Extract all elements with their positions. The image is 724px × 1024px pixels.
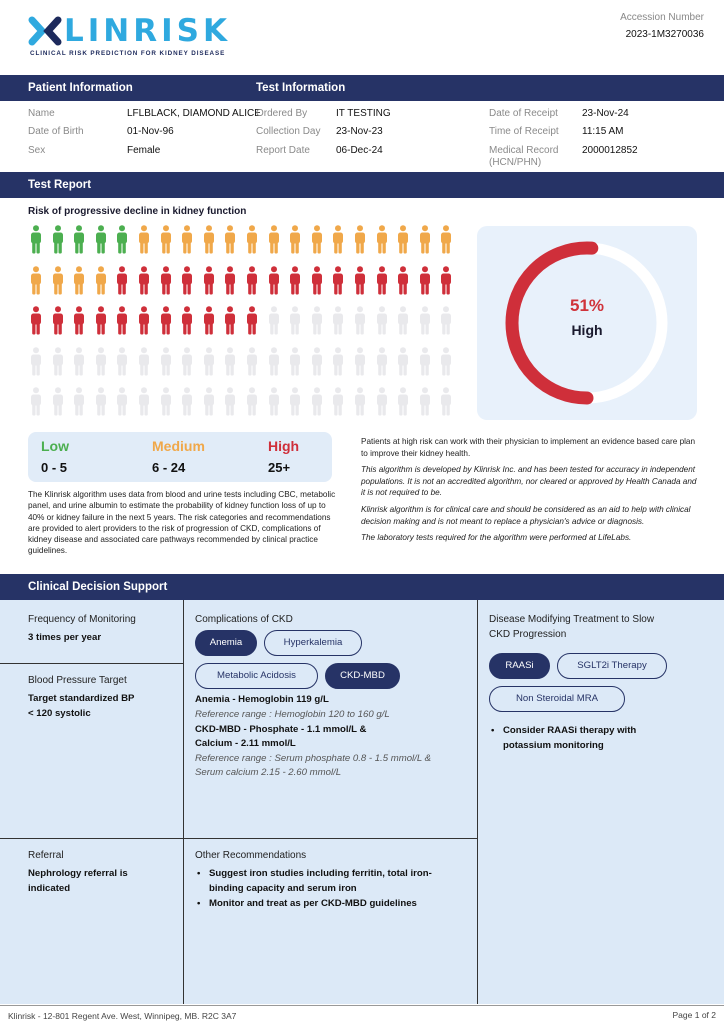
person-icon — [73, 387, 85, 416]
person-icon — [289, 266, 301, 295]
person-icon — [289, 225, 301, 254]
person-icon — [224, 347, 236, 376]
person-icon — [160, 306, 172, 335]
person-icon — [73, 266, 85, 295]
person-icon — [397, 387, 409, 416]
receipt-date: 23-Nov-24 — [582, 108, 629, 119]
person-icon — [332, 266, 344, 295]
risk-percent: 51% — [569, 296, 605, 315]
person-icon — [268, 266, 280, 295]
logo-tagline: CLINICAL RISK PREDICTION FOR KIDNEY DISEASE — [30, 50, 226, 57]
bp-title: Blood Pressure Target — [28, 675, 127, 686]
ordered-by: IT TESTING — [336, 108, 391, 119]
person-icon — [116, 225, 128, 254]
person-icon — [268, 347, 280, 376]
person-icon — [376, 266, 388, 295]
report-notes — [361, 436, 701, 549]
person-icon — [289, 306, 301, 335]
person-icon — [30, 266, 42, 295]
legend-medium-label: Medium — [152, 438, 205, 454]
receipt-time-label: Time of Receipt — [489, 126, 559, 137]
risk-gauge-card — [477, 226, 697, 420]
legend-medium-range: 6 - 24 — [152, 460, 186, 475]
person-icon — [73, 306, 85, 335]
person-icon — [289, 347, 301, 376]
footer-divider — [0, 1005, 724, 1006]
person-icon — [73, 225, 85, 254]
person-icon — [332, 306, 344, 335]
person-icon — [332, 347, 344, 376]
person-icon — [397, 225, 409, 254]
person-icon — [440, 225, 452, 254]
person-icon — [160, 347, 172, 376]
person-icon — [311, 266, 323, 295]
person-icon — [160, 266, 172, 295]
person-icon — [203, 306, 215, 335]
treatment-bullet-line1: Consider RAASi therapy with — [503, 725, 637, 736]
note-accreditation: This algorithm is developed by Klinrisk Inc. and has been tested for accuracy in independent populations. It is not an accredited algorithm, nor cleared or approved by Health Canada and it is not required to be. — [361, 465, 697, 498]
treatment-bullets — [489, 723, 636, 753]
pill-metabolic-acidosis: Metabolic Acidosis — [195, 663, 318, 689]
person-icon — [203, 387, 215, 416]
logo-x-icon — [28, 14, 62, 48]
anemia-result: Anemia - Hemoglobin 119 g/L — [195, 694, 329, 705]
person-icon — [311, 387, 323, 416]
person-icon — [95, 225, 107, 254]
receipt-date-label: Date of Receipt — [489, 108, 558, 119]
person-icon — [397, 306, 409, 335]
person-icon — [440, 347, 452, 376]
person-icon — [440, 266, 452, 295]
pill-ckd-mbd: CKD-MBD — [325, 663, 400, 689]
person-icon — [138, 266, 150, 295]
person-icon — [376, 347, 388, 376]
frequency-value: 3 times per year — [28, 632, 102, 643]
other-rec-iron — [195, 866, 432, 896]
person-icon — [397, 347, 409, 376]
report-header — [0, 0, 724, 74]
person-icon — [138, 225, 150, 254]
bp-value-2: < 120 systolic — [28, 708, 91, 719]
algorithm-description: The Klinrisk algorithm uses data from blood and urine tests including CBC, metabolic panel, and urine albumin to estimate the probability of kidney function loss of up to 40% or kidney failure in the next 5 years. The risk categories and recommendations are provided to alert providers to the risk of progression of CKD, complications of kidney disease and associated care pathways recommended by clinical practice guidelines. — [28, 490, 336, 556]
note-lab: The laboratory tests required for the algorithm were performed at LifeLabs. — [361, 533, 632, 543]
anemia-reference: Reference range : Hemoglobin 120 to 160 g/L — [195, 709, 390, 720]
person-icon — [289, 387, 301, 416]
person-icon — [160, 225, 172, 254]
person-icon — [246, 387, 258, 416]
person-icon — [246, 266, 258, 295]
info-header-band — [0, 75, 724, 101]
patient-name: LFLBLACK, DIAMOND ALICE — [127, 108, 261, 119]
test-report-heading: Test Report — [28, 179, 92, 191]
person-icon — [95, 306, 107, 335]
person-icon — [419, 387, 431, 416]
accession-block — [620, 12, 704, 40]
treatment-title-2: CKD Progression — [489, 629, 567, 640]
person-icon — [224, 387, 236, 416]
person-icon — [376, 225, 388, 254]
person-icon — [268, 387, 280, 416]
person-icon — [419, 347, 431, 376]
person-icon — [116, 306, 128, 335]
person-icon — [332, 387, 344, 416]
person-icon — [376, 306, 388, 335]
person-icon — [354, 387, 366, 416]
person-icon — [246, 347, 258, 376]
person-icon — [138, 387, 150, 416]
person-icon — [116, 266, 128, 295]
legend-low-label: Low — [41, 438, 69, 454]
treatment-bullet — [489, 723, 636, 753]
cds-heading: Clinical Decision Support — [28, 581, 168, 593]
medical-record-number: 2000012852 — [582, 145, 638, 156]
report-date-label: Report Date — [256, 145, 310, 156]
accession-number: 2023-1M3270036 — [625, 29, 704, 40]
mbd-reference-2: Serum calcium 2.15 - 2.60 mmol/L — [195, 767, 342, 778]
report-date: 06-Dec-24 — [336, 145, 383, 156]
legend-low-range: 0 - 5 — [41, 460, 68, 475]
person-icon — [52, 225, 64, 254]
ordered-by-label: Ordered By — [256, 108, 308, 119]
person-icon — [203, 266, 215, 295]
person-icon — [203, 225, 215, 254]
person-icon — [224, 306, 236, 335]
pill-sglt2i: SGLT2i Therapy — [557, 653, 667, 679]
footer-address: Klinrisk - 12-801 Regent Ave. West, Winnipeg, MB. R2C 3A7 — [8, 1011, 237, 1021]
person-icon — [311, 225, 323, 254]
person-icon — [138, 306, 150, 335]
person-icon — [397, 266, 409, 295]
person-icon — [95, 347, 107, 376]
person-icon — [224, 266, 236, 295]
pill-hyperkalemia: Hyperkalemia — [264, 630, 362, 656]
person-icon — [246, 225, 258, 254]
person-icon — [440, 306, 452, 335]
legend-high-range: 25+ — [268, 460, 291, 475]
treatment-title-1: Disease Modifying Treatment to Slow — [489, 614, 655, 625]
person-icon — [181, 225, 193, 254]
other-rec-iron-line2: binding capacity and serum iron — [209, 883, 357, 894]
treatment-bullet-line2: potassium monitoring — [503, 740, 604, 751]
person-icon — [354, 347, 366, 376]
person-icon — [181, 347, 193, 376]
other-recs-title: Other Recommendations — [195, 850, 307, 861]
accession-label: Accession Number — [620, 12, 704, 23]
referral-value-1: Nephrology referral is — [28, 868, 128, 879]
risk-legend — [28, 432, 332, 482]
person-icon — [95, 387, 107, 416]
mbd-result-2: Calcium - 2.11 mmol/L — [195, 738, 296, 749]
risk-title: Risk of progressive decline in kidney function — [28, 206, 247, 217]
pill-anemia: Anemia — [195, 630, 257, 656]
referral-title: Referral — [28, 850, 64, 861]
person-icon — [138, 347, 150, 376]
person-icon — [354, 225, 366, 254]
legend-high-label: High — [268, 438, 300, 454]
person-icon — [203, 347, 215, 376]
person-icon — [30, 387, 42, 416]
other-rec-iron-line1: Suggest iron studies including ferritin, total iron- — [209, 868, 432, 879]
person-icon — [52, 347, 64, 376]
other-rec-mbd — [195, 896, 432, 911]
person-icon — [419, 306, 431, 335]
person-icon — [354, 266, 366, 295]
person-icon — [73, 347, 85, 376]
other-rec-mbd-text: Monitor and treat as per CKD-MBD guidelines — [209, 898, 417, 909]
note-care-plan: Patients at high risk can work with their physician to implement an evidence based care plan to improve their kidney health. — [361, 437, 696, 458]
test-report-band — [0, 172, 724, 198]
person-icon — [268, 306, 280, 335]
person-icon — [116, 387, 128, 416]
receipt-time: 11:15 AM — [582, 126, 624, 137]
person-icon — [246, 306, 258, 335]
person-icon — [52, 266, 64, 295]
bp-value-1: Target standardized BP — [28, 693, 135, 704]
person-icon — [224, 225, 236, 254]
person-icon — [332, 225, 344, 254]
cds-band — [0, 574, 724, 600]
cds-divider-2 — [477, 600, 478, 1004]
person-icon — [52, 387, 64, 416]
person-icon — [95, 266, 107, 295]
other-recs-list — [195, 866, 432, 911]
person-icon — [160, 387, 172, 416]
mbd-result-1: CKD-MBD - Phosphate - 1.1 mmol/L & — [195, 724, 367, 735]
mbd-reference-1: Reference range : Serum phosphate 0.8 - 1.5 mmol/L & — [195, 753, 432, 764]
pill-raasi: RAASi — [489, 653, 550, 679]
collection-label: Collection Day — [256, 126, 321, 137]
patient-sex: Female — [127, 145, 161, 156]
person-icon — [30, 225, 42, 254]
person-icon — [30, 347, 42, 376]
person-icon — [268, 225, 280, 254]
info-grid — [0, 102, 724, 170]
person-icon — [311, 347, 323, 376]
risk-pictogram — [30, 225, 470, 420]
frequency-title: Frequency of Monitoring — [28, 614, 136, 625]
footer-page: Page 1 of 2 — [672, 1010, 716, 1020]
person-icon — [376, 387, 388, 416]
klinrisk-logo — [28, 14, 231, 57]
person-icon — [30, 306, 42, 335]
sex-label: Sex — [28, 145, 46, 156]
person-icon — [181, 387, 193, 416]
person-icon — [52, 306, 64, 335]
name-label: Name — [28, 108, 55, 119]
cds-hdivider-2 — [0, 838, 477, 839]
person-icon — [440, 387, 452, 416]
logo-wordmark: LINRISK — [64, 13, 231, 49]
patient-dob: 01-Nov-96 — [127, 126, 174, 137]
person-icon — [311, 306, 323, 335]
test-info-heading: Test Information — [256, 82, 346, 94]
referral-value-2: indicated — [28, 883, 71, 894]
person-icon — [354, 306, 366, 335]
person-icon — [116, 347, 128, 376]
patient-info-heading: Patient Information — [28, 82, 133, 94]
mrn-label: Medical Record (HCN/PHN) — [489, 145, 559, 168]
cds-panel — [0, 600, 724, 1004]
note-clinical-aid: Klinrisk algorithm is for clinical care and should be considered as an aid to help with clinical decision making and is not meant to replace a physician's advice or diagnosis. — [361, 504, 691, 526]
cds-divider-1 — [183, 600, 184, 1004]
person-icon — [419, 225, 431, 254]
risk-level: High — [571, 322, 603, 338]
person-icon — [419, 266, 431, 295]
person-icon — [181, 266, 193, 295]
person-icon — [181, 306, 193, 335]
cds-hdivider-1 — [0, 663, 183, 664]
dob-label: Date of Birth — [28, 126, 84, 137]
collection-day: 23-Nov-23 — [336, 126, 383, 137]
complications-title: Complications of CKD — [195, 614, 293, 625]
pill-nonsteroidal-mra: Non Steroidal MRA — [489, 686, 625, 712]
